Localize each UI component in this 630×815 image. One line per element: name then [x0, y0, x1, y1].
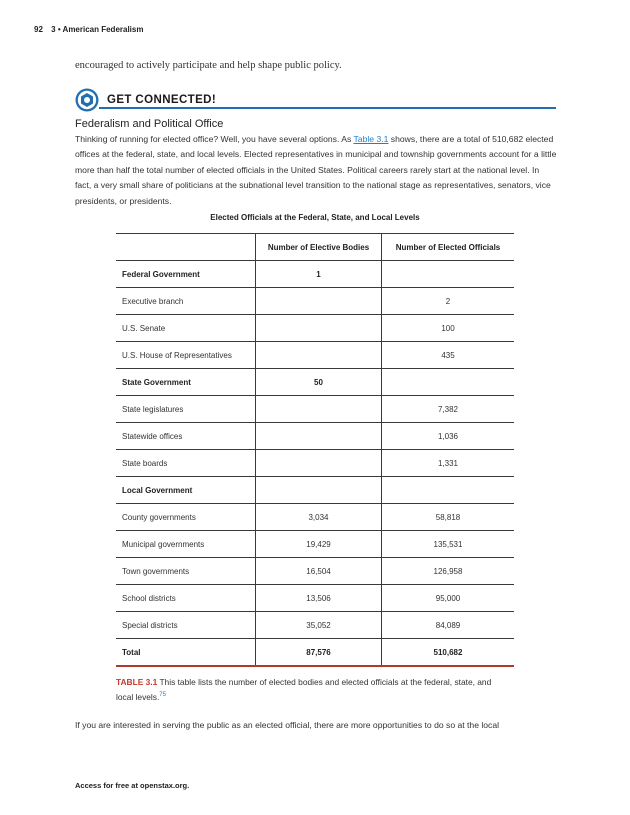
bodies-cell: 16,504 [256, 558, 382, 585]
table-row [116, 396, 514, 423]
table-row [116, 585, 514, 612]
caption-text: This table lists the number of elected bodies and elected officials at the federal, state, and local levels. [116, 677, 492, 702]
connected-icon [75, 88, 99, 112]
bottom-paragraph: If you are interested in serving the public as an elected official, there are more opportunities to do so at the local [75, 720, 500, 730]
table-row [116, 477, 514, 504]
officials-cell [382, 477, 515, 504]
footnote-link[interactable]: 75 [159, 692, 166, 698]
row-label: Special districts [116, 612, 256, 639]
bodies-cell [256, 396, 382, 423]
table-row [116, 315, 514, 342]
officials-cell [382, 369, 515, 396]
row-label: Town governments [116, 558, 256, 585]
table-row [116, 558, 514, 585]
officials-cell: 95,000 [382, 585, 515, 612]
header-cell [116, 234, 256, 261]
bodies-cell [256, 288, 382, 315]
table-total-row [116, 639, 514, 667]
row-label: School districts [116, 585, 256, 612]
table-row [116, 612, 514, 639]
bodies-cell [256, 315, 382, 342]
bodies-cell: 50 [256, 369, 382, 396]
officials-cell: 1,331 [382, 450, 515, 477]
officials-cell [382, 261, 515, 288]
table-row [116, 369, 514, 396]
table-row [116, 450, 514, 477]
officials-cell: 435 [382, 342, 515, 369]
header-cell: Number of Elective Bodies [256, 234, 382, 261]
bodies-cell: 35,052 [256, 612, 382, 639]
feature-header [75, 88, 556, 110]
row-label: Statewide offices [116, 423, 256, 450]
section-title: Federalism and Political Office [75, 118, 224, 130]
page-number: 92 [34, 25, 43, 34]
bodies-cell: 19,429 [256, 531, 382, 558]
officials-cell: 2 [382, 288, 515, 315]
officials-cell: 126,958 [382, 558, 515, 585]
page-footer: Access for free at openstax.org. [75, 781, 190, 790]
table-header-row [116, 234, 514, 261]
officials-cell: 84,089 [382, 612, 515, 639]
body-paragraph [75, 132, 557, 209]
paragraph-text-start: Thinking of running for elected office? Well, you have several options. As [75, 134, 354, 144]
header-cell: Number of Elected Officials [382, 234, 515, 261]
table-row [116, 342, 514, 369]
officials-cell: 7,382 [382, 396, 515, 423]
paragraph-text-end: shows, there are a total of 510,682 elected offices at the federal, state, and local levels. Elected representatives in municipal and township governments account for a little more than half the total number of elected officials in the United States. Political careers rarely start at the national level. In fact, a very small share of politicians at the subnational level transition to the national stage as representatives, senators, vice presidents, or presidents. [75, 134, 557, 206]
bodies-cell: 1 [256, 261, 382, 288]
bodies-cell [256, 342, 382, 369]
row-label: State legislatures [116, 396, 256, 423]
officials-cell: 510,682 [382, 639, 515, 667]
row-label: County governments [116, 504, 256, 531]
table-row [116, 423, 514, 450]
table-row [116, 288, 514, 315]
table-caption [116, 676, 496, 704]
feature-title: GET CONNECTED! [107, 94, 217, 106]
feature-divider [99, 107, 556, 109]
officials-cell: 135,531 [382, 531, 515, 558]
row-label: Total [116, 639, 256, 667]
table-link[interactable]: Table 3.1 [353, 134, 389, 144]
table-row [116, 504, 514, 531]
bodies-cell: 13,506 [256, 585, 382, 612]
officials-cell: 58,818 [382, 504, 515, 531]
chapter-title: 3 • American Federalism [51, 25, 144, 34]
officials-table [116, 233, 514, 667]
row-label: Executive branch [116, 288, 256, 315]
bodies-cell [256, 477, 382, 504]
row-label: U.S. House of Representatives [116, 342, 256, 369]
table-row [116, 261, 514, 288]
bodies-cell: 3,034 [256, 504, 382, 531]
table-title: Elected Officials at the Federal, State, and Local Levels [210, 213, 420, 222]
table-row [116, 531, 514, 558]
row-label: Local Government [116, 477, 256, 504]
officials-cell: 1,036 [382, 423, 515, 450]
row-label: Municipal governments [116, 531, 256, 558]
intro-text: encouraged to actively participate and help shape public policy. [75, 60, 342, 71]
officials-cell: 100 [382, 315, 515, 342]
row-label: Federal Government [116, 261, 256, 288]
row-label: State boards [116, 450, 256, 477]
bodies-cell: 87,576 [256, 639, 382, 667]
caption-label: TABLE 3.1 [116, 677, 158, 687]
running-head [34, 25, 143, 34]
row-label: State Government [116, 369, 256, 396]
bodies-cell [256, 450, 382, 477]
row-label: U.S. Senate [116, 315, 256, 342]
bodies-cell [256, 423, 382, 450]
